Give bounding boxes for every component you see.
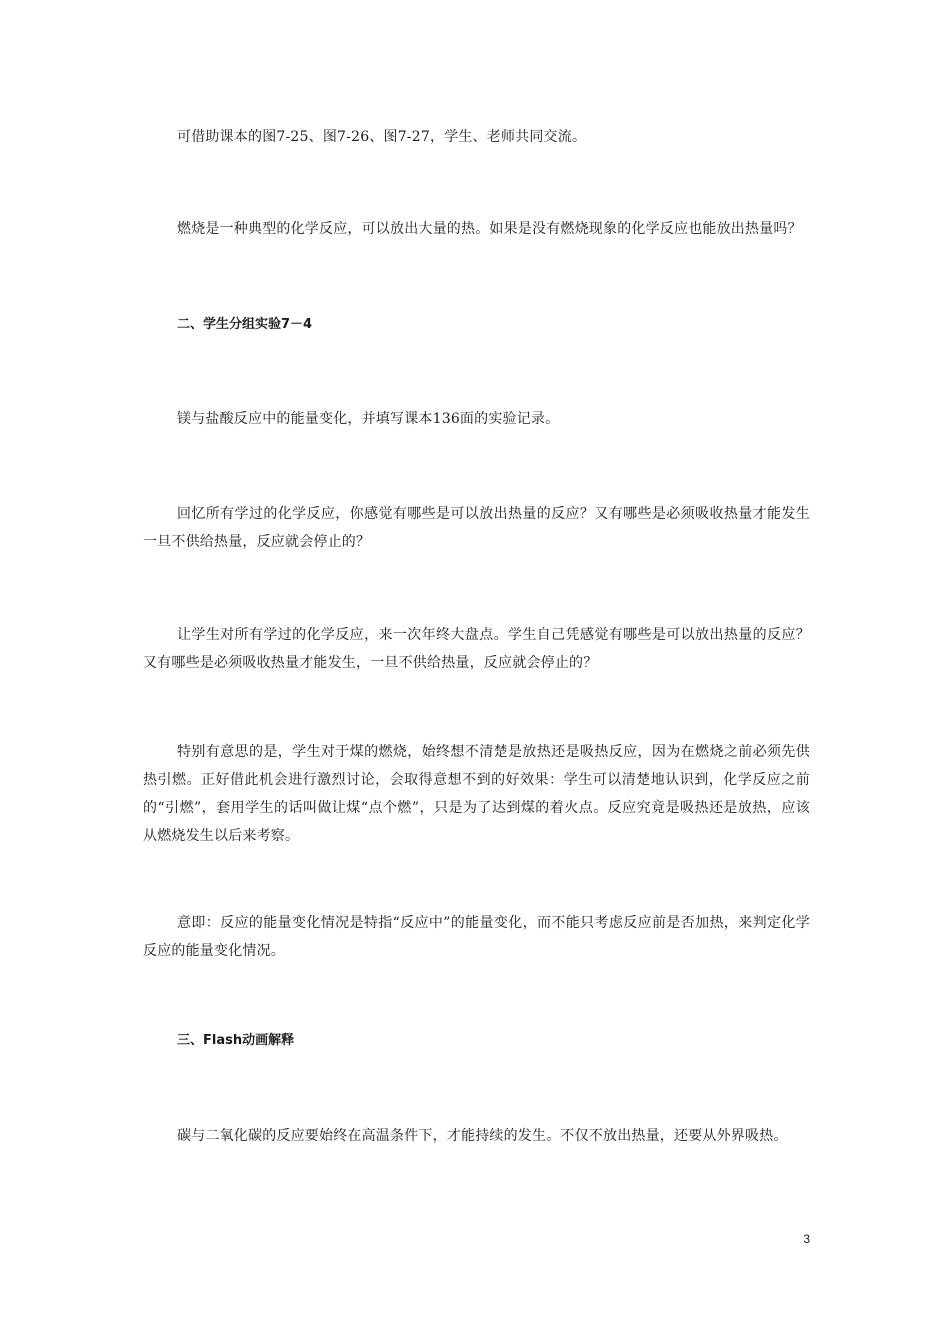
paragraph-textbook-figures: 可借助课本的图7-25、图7-26、图7-27，学生、老师共同交流。 [177, 129, 587, 145]
paragraph-combustion-question: 燃烧是一种典型的化学反应，可以放出大量的热。如果是没有燃烧现象的化学反应也能放出热量吗？ [177, 221, 802, 237]
paragraph-carbon-reaction: 碳与二氧化碳的反应要始终在高温条件下，才能持续的发生。不仅不放出热量，还要从外界吸热。 [177, 1128, 788, 1144]
paragraph-magnesium-experiment: 镁与盐酸反应中的能量变化，并填写课本136面的实验记录。 [177, 411, 560, 427]
paragraph-year-end-review: 让学生对所有学过的化学反应，来一次年终大盘点。学生自己凭感觉有哪些是可以放出热量的反应？又有哪些是必须吸收热量才能发生，一旦不供给热量，反应就会停止的？ [143, 627, 810, 671]
paragraph-recall-reactions: 回忆所有学过的化学反应，你感觉有哪些是可以放出热量的反应？又有哪些是必须吸收热量才能发生一旦不供给热量，反应就会停止的？ [143, 506, 810, 550]
paragraph-coal-combustion: 特别有意思的是，学生对于煤的燃烧，始终想不清楚是放热还是吸热反应，因为在燃烧之前必须先供热引燃。正好借此机会进行激烈讨论，会取得意想不到的好效果：学生可以清楚地认识到，化学反应之前的“引燃”，套用学生的话叫做让煤“点个燃”，只是为了达到煤的着火点。反应究竟是吸热还是放热，应该从燃烧发生以后来考察。 [143, 744, 810, 844]
section-heading-experiment: 二、学生分组实验7－4 [177, 317, 313, 332]
paragraph-meaning: 意即：反应的能量变化情况是特指“反应中”的能量变化，而不能只考虑反应前是否加热，来判定化学反应的能量变化情况。 [143, 915, 810, 959]
page-number: 3 [803, 1232, 810, 1246]
section-heading-flash: 三、Flash动画解释 [177, 1033, 295, 1048]
